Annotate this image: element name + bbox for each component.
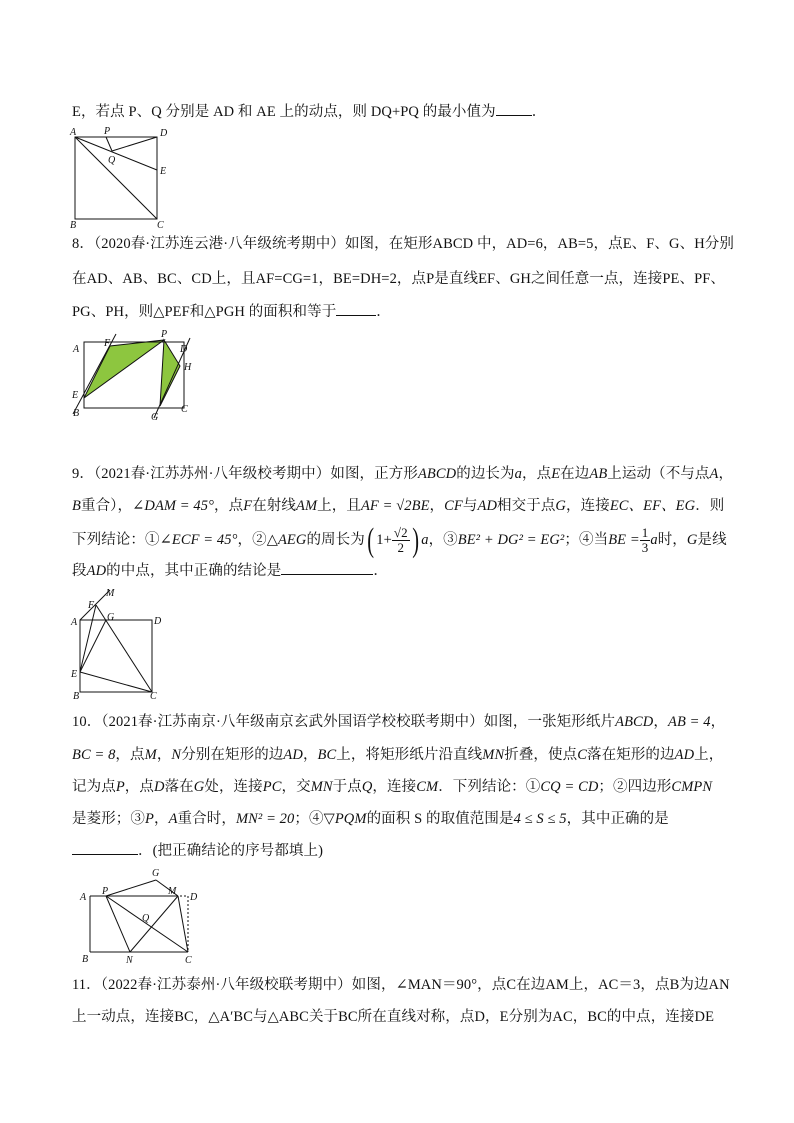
- answer-blank[interactable]: [72, 840, 138, 855]
- q10-line5: ．(把正确结论的序号都填上): [72, 835, 724, 867]
- segment-pg: [106, 880, 156, 896]
- label-p: P: [102, 886, 109, 897]
- label-d: D: [190, 892, 198, 903]
- label-b: B: [73, 691, 80, 702]
- segment-mn: [130, 896, 178, 952]
- q10-line2: BC = 8，点M，N分别在矩形的边AD，BC上，将矩形纸片沿直线MN折叠，使点C落在矩形的边AD上，: [72, 747, 724, 763]
- answer-blank[interactable]: [281, 560, 373, 575]
- label-a: A: [80, 892, 87, 903]
- label-b: B: [73, 408, 80, 419]
- label-c: C: [185, 955, 192, 966]
- label-p: P: [161, 329, 168, 340]
- square-abcd: [80, 620, 152, 692]
- q9-line2: B重合），∠DAM = 45°，点F在射线AM上，且AF = √2BE，CF与AD相交于点G，连接EC、EF、EG．则: [72, 498, 725, 514]
- label-e: E: [71, 669, 78, 680]
- label-g: G: [152, 868, 160, 879]
- q7-text: E，若点 P、Q 分别是 AD 和 AE 上的动点，则 DQ+PQ 的最小值为 ．: [72, 96, 724, 128]
- label-b: B: [70, 220, 77, 231]
- label-b: B: [82, 954, 89, 965]
- q8-line2: 在AD、AB、BC、CD上，且AF=CG=1，BE=DH=2，点P是直线EF、GH之间任意一点，连接PE、PF、: [72, 271, 726, 287]
- label-e: E: [72, 390, 79, 401]
- label-h: H: [184, 362, 192, 373]
- q11-line1: 11．（2022春·江苏泰州·八年级校联考期中）如图，∠MAN＝90°，点C在边AM上，AC＝3，点B为边AN: [72, 977, 730, 993]
- label-q: Q: [108, 155, 116, 166]
- q9-line3: 下列结论：①∠ECF = 45°，②△AEG的周长为( 1+ $\frac{√2}{2}$ ) a，③BE² + DG² = EG²；④当BE = $\frac{1}{3}$ a时，G是线: [72, 521, 727, 559]
- label-a: A: [73, 344, 80, 355]
- label-f: F: [88, 600, 95, 611]
- label-a: A: [70, 127, 77, 138]
- q8-line1: 8．（2020春·江苏连云港·八年级统考期中）如图，在矩形ABCD 中，AD=6，AB=5，点E、F、G、H分别: [72, 236, 734, 252]
- q11-line2: 上一动点，连接BC，△A′BC与△ABC关于BC所在直线对称，点D，E分别为AC，BC的中点，连接DE: [72, 1009, 715, 1025]
- segment-ef: [80, 605, 96, 672]
- q9-line1: 9．（2021春·江苏苏州·八年级校考期中）如图，正方形ABCD的边长为a，点E在边AB上运动（不与点A，: [72, 466, 734, 482]
- q10-line3: 记为点P，点D落在G处，连接PC，交MN于点Q，连接CM．下列结论：①CQ = CD；②四边形CMPN: [72, 779, 713, 795]
- segment-ae: [75, 137, 157, 170]
- label-c: C: [181, 404, 188, 415]
- label-m: M: [106, 588, 115, 599]
- label-m: M: [168, 886, 177, 897]
- fraction-sqrt2-over-2: $\frac{√2}{2}$: [393, 525, 408, 556]
- figure-q10: [78, 866, 208, 966]
- label-f: F: [104, 338, 111, 349]
- label-d: D: [180, 344, 188, 355]
- triangle-pgh: [160, 340, 180, 406]
- label-a: A: [71, 617, 78, 628]
- figure-q9: [68, 588, 168, 700]
- label-n: N: [126, 955, 133, 966]
- answer-blank[interactable]: [496, 101, 532, 116]
- label-g: G: [151, 412, 159, 423]
- q10-line4: 是菱形；③P，A重合时，MN² = 20；④▽PQM的面积 S 的取值范围是4 ≤ S ≤ 5，其中正确的是: [72, 811, 669, 827]
- figure-q8: [68, 328, 198, 423]
- label-c: C: [150, 691, 157, 702]
- segment-pq: [106, 137, 112, 151]
- segment-mc: [178, 896, 188, 952]
- segment-eg: [80, 620, 106, 672]
- segment-dq: [112, 137, 157, 151]
- label-c: C: [157, 220, 164, 231]
- figure-q7: [70, 125, 170, 230]
- q10-line1: 10．（2021春·江苏南京·八年级南京玄武外国语学校校联考期中）如图，一张矩形纸片ABCD，AB = 4，: [72, 714, 726, 730]
- rectangle-dashed-part: [90, 896, 188, 952]
- label-g: G: [107, 612, 115, 623]
- label-d: D: [160, 128, 168, 139]
- q9-line4: 段AD的中点，其中正确的结论是 ．: [72, 555, 724, 587]
- triangle-pef: [84, 340, 164, 398]
- label-p: P: [104, 126, 111, 137]
- label-e: E: [160, 166, 167, 177]
- label-q: Q: [142, 913, 150, 924]
- answer-blank[interactable]: [336, 301, 376, 316]
- fraction-one-third: $\frac{1}{3}$: [641, 525, 649, 556]
- q8-line3: PG、PH，则△PEF和△PGH 的面积和等于 ．: [72, 296, 724, 328]
- label-d: D: [154, 616, 162, 627]
